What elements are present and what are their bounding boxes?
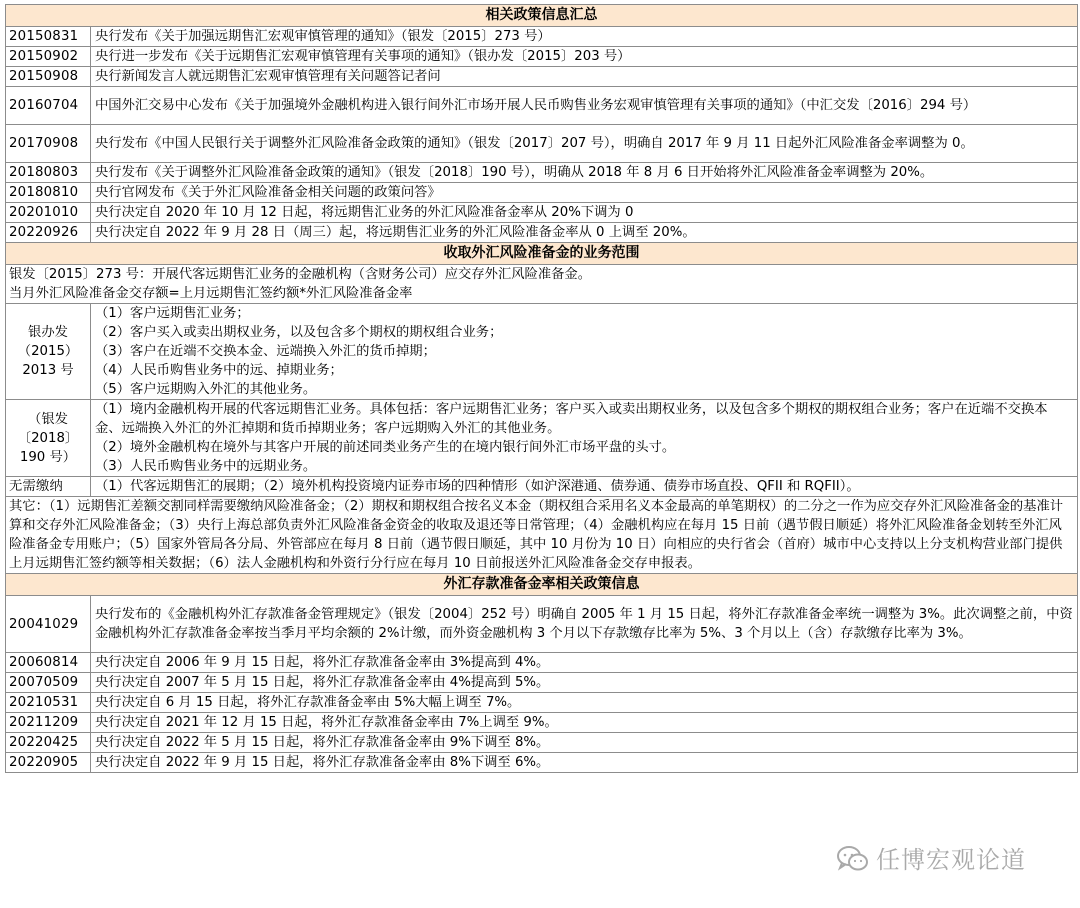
scope-group — [6, 400, 1078, 477]
table-row — [6, 67, 1078, 87]
section-header — [6, 574, 1078, 596]
row-date: 20180803 — [6, 163, 91, 183]
table-row — [6, 183, 1078, 203]
table-row — [6, 693, 1078, 713]
table-row — [6, 673, 1078, 693]
row-date: 20070509 — [6, 673, 91, 693]
list-item: （3）客户在近端不交换本金、远端换入外汇的货币掉期； — [95, 344, 436, 359]
list-item: （2）客户买入或卖出期权业务，以及包含多个期权的期权组合业务； — [95, 325, 503, 340]
row-date: 20060814 — [6, 653, 91, 673]
group-label-line: （银发 — [28, 411, 68, 427]
group-items — [91, 400, 1078, 477]
row-date: 20220926 — [6, 223, 91, 243]
exempt-text: （1）代客远期售汇的展期；（2）境外机构投资境内证券市场的四种情形（如沪深港通、债券通、债券市场直投、QFII 和 RQFII）。 — [91, 477, 1078, 497]
row-text: 央行发布《中国人民银行关于调整外汇风险准备金政策的通知》（银发〔2017〕207 号），明确自 2017 年 9 月 11 日起外汇风险准备金率调整为 0。 — [91, 125, 1078, 163]
table-row — [6, 653, 1078, 673]
section1-title: 相关政策信息汇总 — [6, 5, 1078, 27]
table-row — [6, 733, 1078, 753]
intro-cell — [6, 265, 1078, 304]
table-row — [6, 203, 1078, 223]
table-row — [6, 223, 1078, 243]
row-text: 央行决定自 2021 年 12 月 15 日起，将外汇存款准备金率由 7%上调至 9%。 — [91, 713, 1078, 733]
section2-title: 收取外汇风险准备金的业务范围 — [6, 243, 1078, 265]
group-label-line: 银办发 — [28, 325, 68, 340]
row-text: 中国外汇交易中心发布《关于加强境外金融机构进入银行间外汇市场开展人民币购售业务宏观审慎管理有关事项的通知》（中汇交发〔2016〕294 号） — [91, 87, 1078, 125]
scope-group — [6, 304, 1078, 400]
row-text: 央行新闻发言人就远期售汇宏观审慎管理有关问题答记者问 — [91, 67, 1078, 87]
row-date: 20150902 — [6, 47, 91, 67]
group-label — [6, 304, 91, 400]
row-text: 央行决定自 2022 年 9 月 28 日（周三）起，将远期售汇业务的外汇风险准备金率从 0 上调至 20%。 — [91, 223, 1078, 243]
group-items — [91, 304, 1078, 400]
section-header — [6, 5, 1078, 27]
row-text: 央行决定自 6 月 15 日起，将外汇存款准备金率由 5%大幅上调至 7%。 — [91, 693, 1078, 713]
list-item: （4）人民币购售业务中的远、掉期业务； — [95, 363, 343, 378]
table-row — [6, 27, 1078, 47]
list-item: （2）境外金融机构在境外与其客户开展的前述同类业务产生的在境内银行间外汇市场平盘的头寸。 — [95, 440, 676, 455]
exempt-label: 无需缴纳 — [6, 477, 91, 497]
row-text: 央行发布《关于加强远期售汇宏观审慎管理的通知》（银发〔2015〕273 号） — [91, 27, 1078, 47]
group-label-line: 2013 号 — [22, 363, 74, 378]
row-text: 央行决定自 2022 年 5 月 15 日起，将外汇存款准备金率由 9%下调至 8%。 — [91, 733, 1078, 753]
list-item: （3）人民币购售业务中的远期业务。 — [95, 459, 317, 474]
table-row — [6, 47, 1078, 67]
row-date: 20201010 — [6, 203, 91, 223]
table-row — [6, 163, 1078, 183]
watermark — [836, 843, 1026, 877]
other-text: 其它：（1）远期售汇差额交割同样需要缴纳风险准备金；（2）期权和期权组合按名义本金（期权组合采用名义本金最高的单笔期权）的二分之一作为应交存外汇风险准备金的基准计算和交存外汇风险准备金；（3）央行上海总部负责外汇风险准备金资金的收取及退还等日常管理；（4）金融机构应在每月 15 日前（遇节假日顺延）将外汇风险准备金划转至外汇风险准备金专用账户；（5）国家外管局各分局、外管部应在每月 8 日前（遇节假日顺延，其中 10 月份为 10 日）向相应的央行省会（首府）城市中心支持以上分支机构营业部门提供上月远期售汇签约额等相关数据；（6）法人金融机构和外资行分行应在每月 10 日前报送外汇风险准备金交存申报表。 — [6, 497, 1078, 574]
row-date: 20170908 — [6, 125, 91, 163]
row-text: 央行发布《关于调整外汇风险准备金政策的通知》（银发〔2018〕190 号），明确从 2018 年 8 月 6 日开始将外汇风险准备金率调整为 20%。 — [91, 163, 1078, 183]
wechat-icon — [836, 845, 870, 875]
row-date: 20210531 — [6, 693, 91, 713]
table-row — [6, 596, 1078, 653]
intro-row — [6, 265, 1078, 304]
intro-line: 银发〔2015〕273 号：开展代客远期售汇业务的金融机构（含财务公司）应交存外汇风险准备金。 — [9, 267, 592, 282]
row-text: 央行官网发布《关于外汇风险准备金相关问题的政策问答》 — [91, 183, 1078, 203]
row-date: 20211209 — [6, 713, 91, 733]
section-header — [6, 243, 1078, 265]
list-item: （1）境内金融机构开展的代客远期售汇业务。具体包括：客户远期售汇业务；客户买入或卖出期权业务，以及包含多个期权的期权组合业务；客户在近端不交换本金、远端换入外汇的外汇掉期和货币掉期业务；客户远期购入外汇的其他业务。 — [95, 402, 1048, 436]
row-text: 央行决定自 2007 年 5 月 15 日起，将外汇存款准备金率由 4%提高到 5%。 — [91, 673, 1078, 693]
list-item: （1）客户远期售汇业务； — [95, 306, 250, 321]
row-text: 央行决定自 2022 年 9 月 15 日起，将外汇存款准备金率由 8%下调至 6%。 — [91, 753, 1078, 773]
group-label-line: （2015） — [17, 344, 79, 359]
table-row — [6, 125, 1078, 163]
section3-title: 外汇存款准备金率相关政策信息 — [6, 574, 1078, 596]
other-row — [6, 497, 1078, 574]
table-row — [6, 753, 1078, 773]
row-text: 央行决定自 2020 年 10 月 12 日起，将远期售汇业务的外汇风险准备金率从 20%下调为 0 — [91, 203, 1078, 223]
group-label — [6, 400, 91, 477]
policy-table — [5, 4, 1078, 773]
row-text: 央行发布的《金融机构外汇存款准备金管理规定》（银发〔2004〕252 号）明确自 2005 年 1 月 15 日起，将外汇存款准备金率统一调整为 3%。此次调整之前，中资金融机构外汇存款准备金率按当季月平均余额的 2%计缴，而外资金融机构 3 个月以下存款缴存比率为 5%、3 个月以上（含）存款缴存比率为 3%。 — [91, 596, 1078, 653]
row-date: 20150908 — [6, 67, 91, 87]
row-text: 央行决定自 2006 年 9 月 15 日起，将外汇存款准备金率由 3%提高到 4%。 — [91, 653, 1078, 673]
row-date: 20041029 — [6, 596, 91, 653]
row-date: 20160704 — [6, 87, 91, 125]
table-row — [6, 87, 1078, 125]
row-date: 20180810 — [6, 183, 91, 203]
watermark-text: 任博宏观论道 — [876, 845, 1026, 874]
table-row — [6, 713, 1078, 733]
row-date: 20150831 — [6, 27, 91, 47]
group-label-line: 〔2018〕 — [17, 430, 79, 446]
group-label-line: 190 号） — [19, 449, 77, 465]
formula-line: 当月外汇风险准备金交存额=上月远期售汇签约额*外汇风险准备金率 — [9, 286, 413, 301]
row-date: 20220905 — [6, 753, 91, 773]
list-item: （5）客户远期购入外汇的其他业务。 — [95, 382, 317, 397]
row-text: 央行进一步发布《关于远期售汇宏观审慎管理有关事项的通知》（银办发〔2015〕203 号） — [91, 47, 1078, 67]
exempt-row — [6, 477, 1078, 497]
row-date: 20220425 — [6, 733, 91, 753]
